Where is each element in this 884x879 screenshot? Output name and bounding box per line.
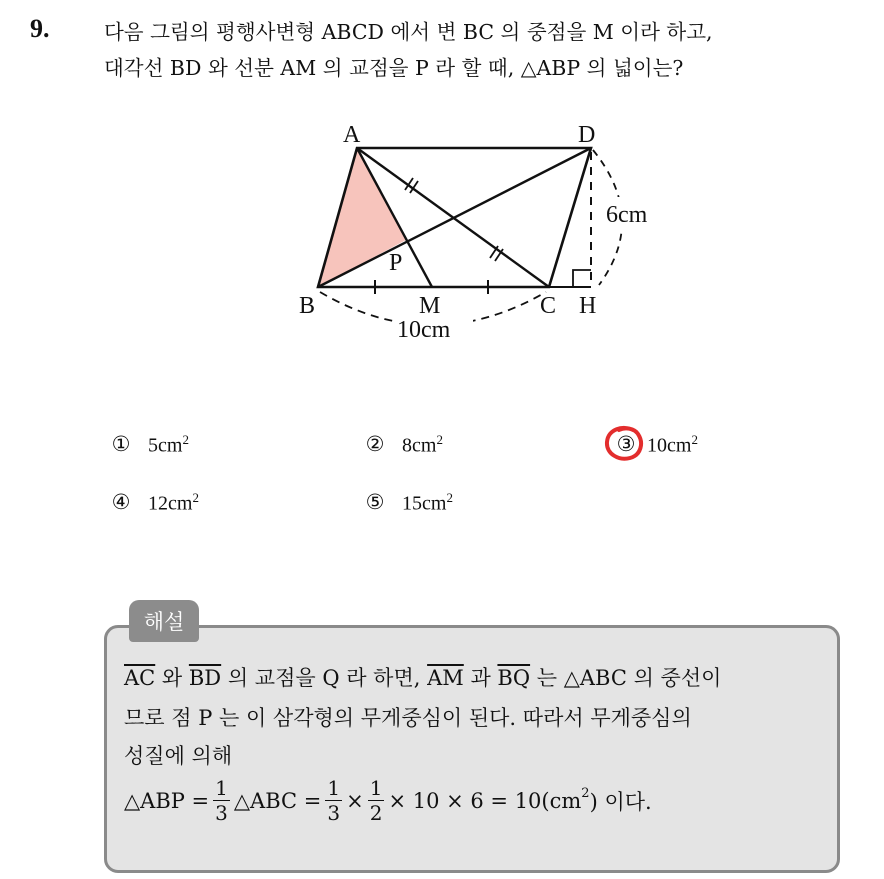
choice-3-text: $10cm^2$ [647,432,698,457]
choice-1-text: $5cm^2$ [148,432,189,457]
label-c: C [540,293,557,319]
segment-ac: $\overline{AC}$ [124,666,156,690]
label-a: A [343,122,361,148]
question-number: 9. [30,14,50,43]
choice-4[interactable] [108,490,199,516]
choice-5-text: $15cm^2$ [402,490,453,515]
choice-4-text: $12cm^2$ [148,490,199,515]
question-line-2: 대각선 BD 와 선분 AM 의 교점을 P 라 할 때, △ABP 의 넓이는? [104,56,684,80]
segment-am-text: $\overline{AM}$ [427,666,464,690]
label-b: B [299,293,316,319]
solution-line-1: $\overline{AC}$ 와 $\overline{BD}$ 의 교점을 Q 라 하면, $\overline{AM}$ 과 $\overline{BQ}$ 는 △ABC 의 중선이 [124,666,722,690]
choice-2-text: $8cm^2$ [402,432,443,457]
label-base: 10cm [397,317,451,343]
label-d: D [578,122,596,148]
label-h: H [579,293,597,319]
question-text [104,14,874,86]
choice-5-number: ⑤ [365,490,385,515]
right-angle-mark [573,270,591,287]
question-line-1: 다음 그림의 평행사변형 ABCD 에서 변 BC 의 중점을 M 이라 하고, [104,20,713,44]
choice-3-number: ③ [613,432,639,457]
fraction-1-3-a: $\frac{1}{3}$ [215,776,228,825]
fraction-1-3-b: $\frac{1}{3}$ [327,776,341,825]
choice-3[interactable] [613,432,698,458]
figure-svg [290,112,680,352]
parallelogram-figure [290,112,680,352]
choice-1-number: ① [111,432,131,457]
label-m: M [419,293,441,319]
segment-bd: $\overline{BD}$ [188,666,222,690]
segment-bq: $\overline{BQ}$ [497,666,531,690]
solution-title: 해설 [129,600,199,642]
choice-2[interactable] [362,432,443,458]
choice-5[interactable] [362,490,453,516]
choice-2-number: ② [365,432,385,457]
solution-formula: △ABP = $\frac{1}{3}$ △ABC = $\frac{1}{3}$ × $\frac{1}{2}$ × 10 × 6 = 10(cm $^2$ ) 이다. [124,776,652,825]
solution-line-3: 성질에 의해 [124,744,233,768]
solution-line-2: 므로 점 P 는 이 삼각형의 무게중심이 된다. 따라서 무게중심의 [124,706,692,730]
double-tick-qc [490,246,503,261]
choice-1[interactable] [108,432,189,458]
label-height: 6cm [606,202,648,228]
choice-4-number: ④ [111,490,131,515]
label-p: P [389,250,403,276]
fraction-1-2: $\frac{1}{2}$ [369,776,383,825]
